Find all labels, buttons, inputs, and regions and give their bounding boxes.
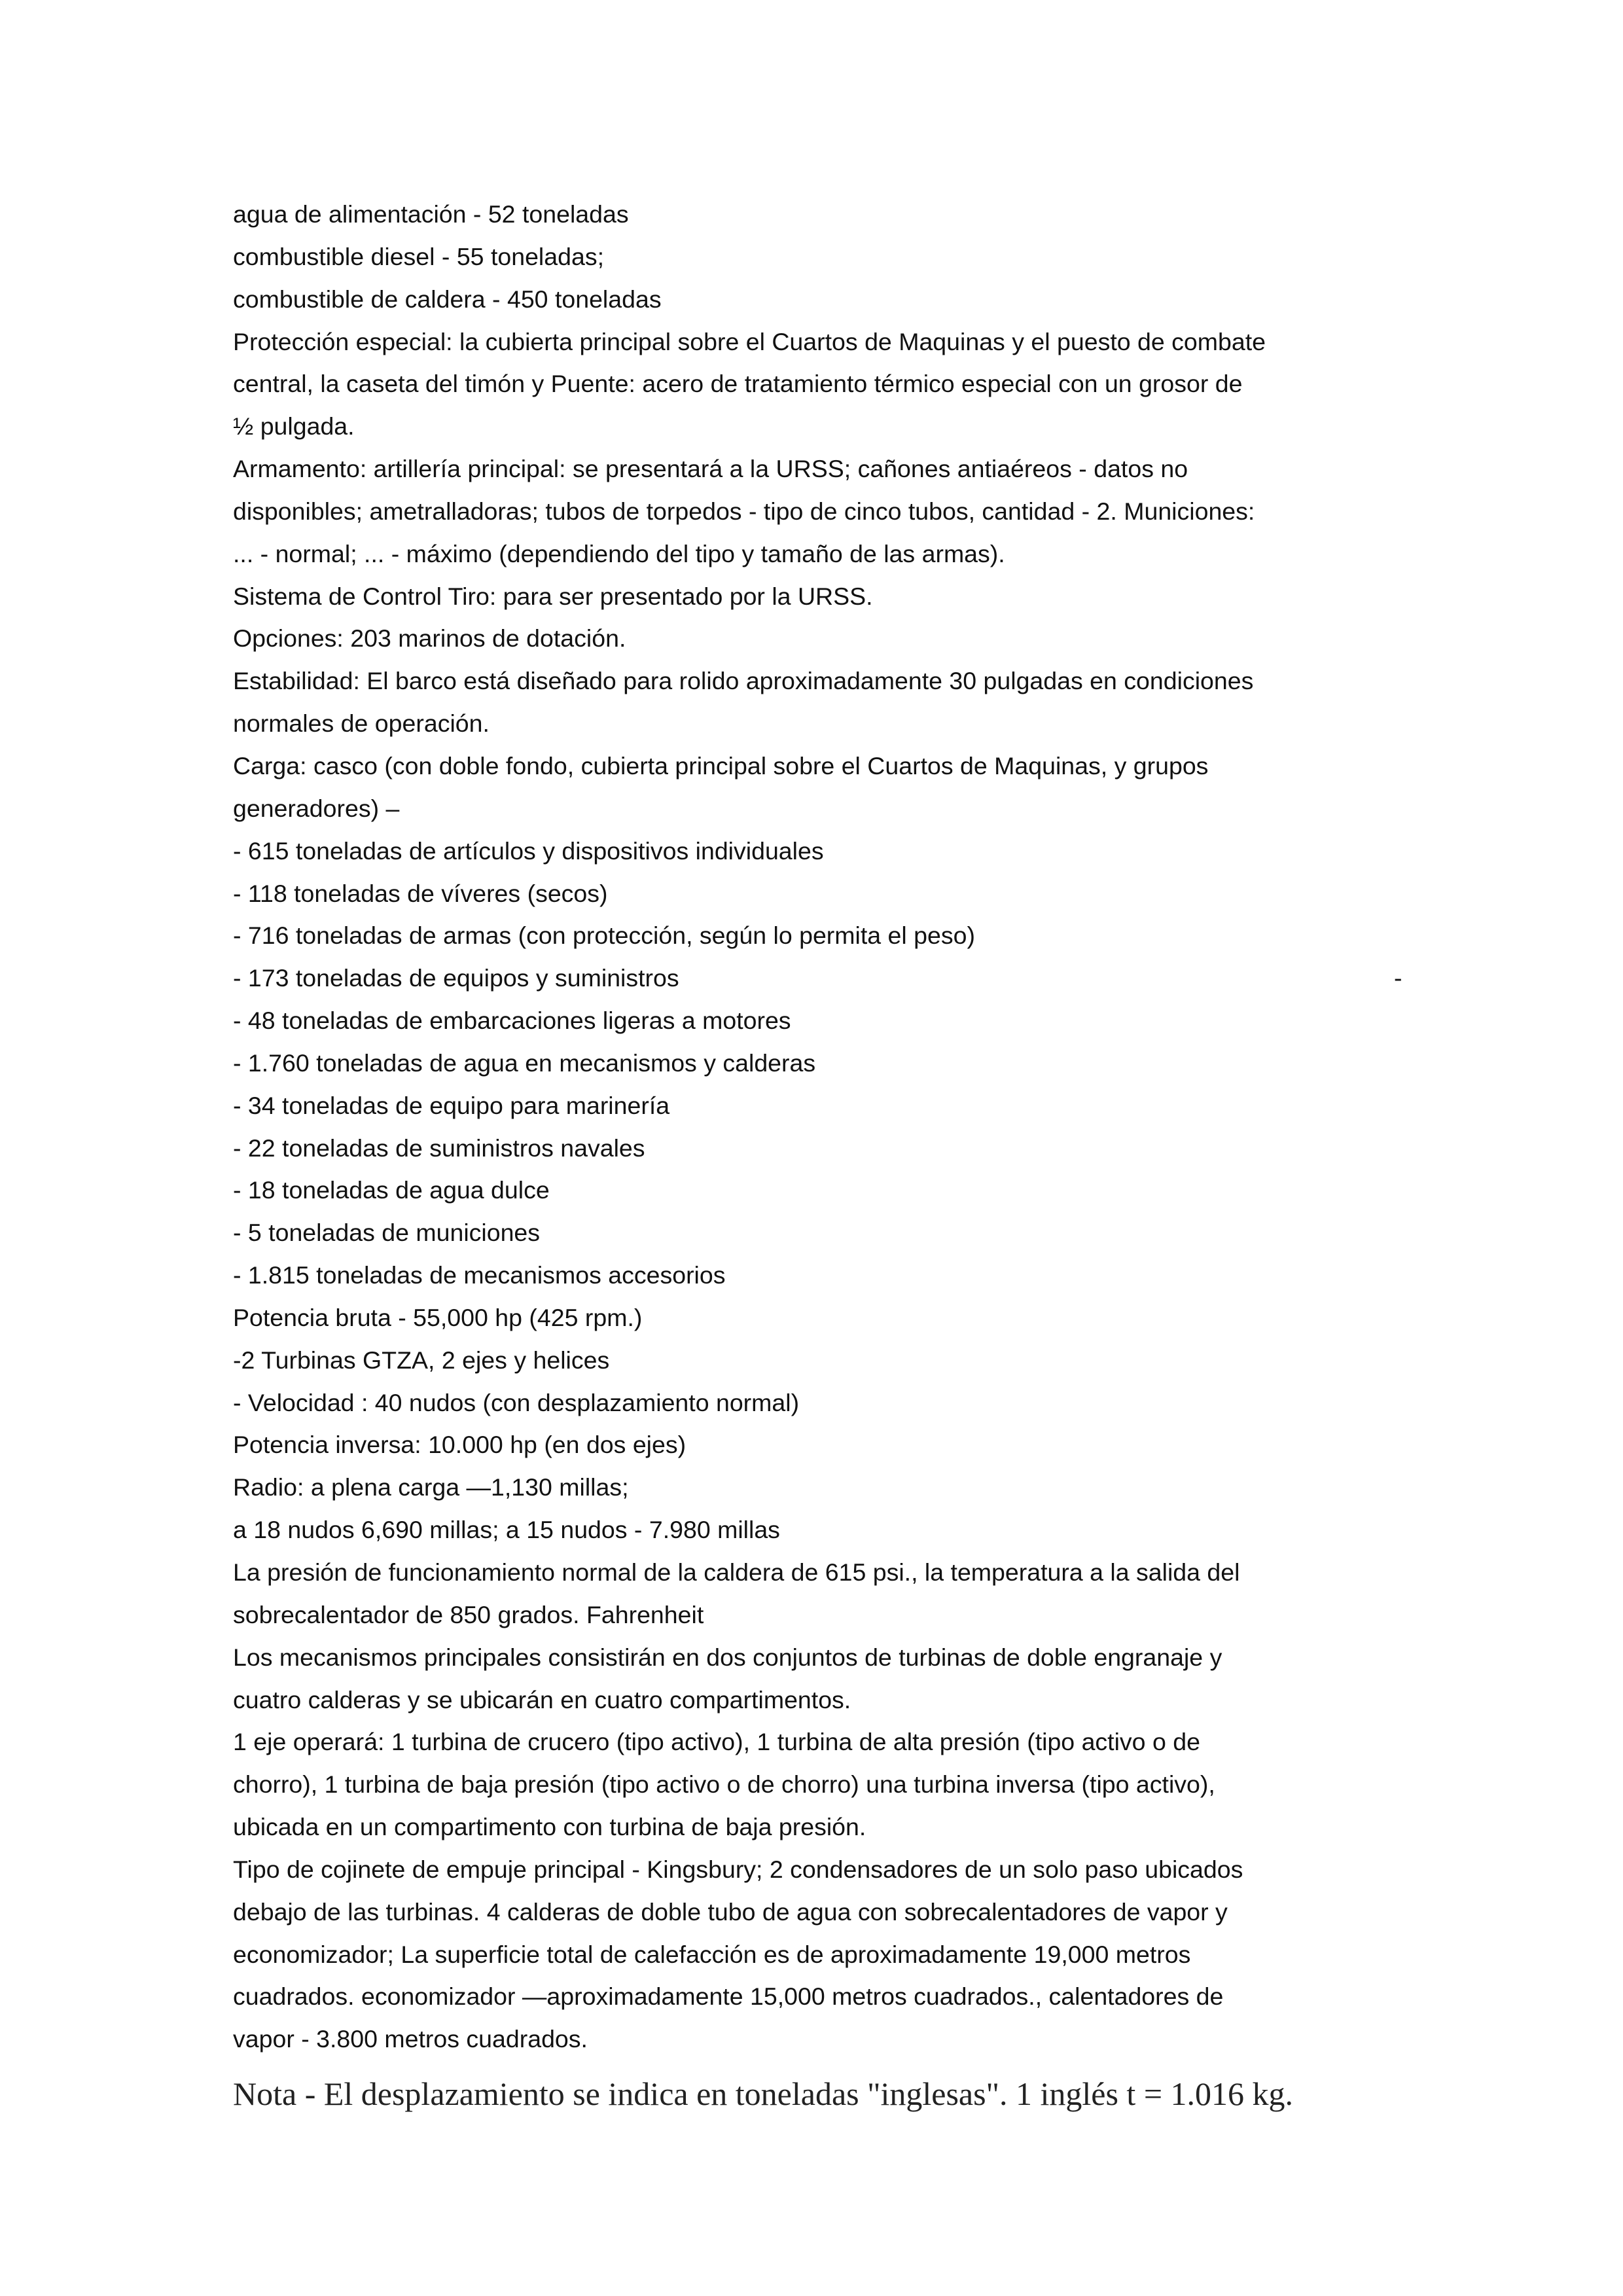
text-line [233,1466,1476,1509]
text-line-content: Tipo de cojinete de empuje principal - Kingsbury; 2 condensadores de un solo paso ubicados [233,1855,1243,1883]
text-line-content: La presión de funcionamiento normal de la caldera de 615 psi., la temperatura a la salida del [233,1558,1240,1586]
text-line [233,660,1476,702]
text-line [233,1636,1476,1679]
text-line-content: cuatro calderas y se ubicarán en cuatro compartimentos. [233,1685,851,1713]
text-line-content: combustible diesel - 55 toneladas; [233,242,605,270]
text-line [233,1763,1476,1806]
text-line [233,278,1476,321]
text-line [233,533,1476,575]
text-line [233,1382,1476,1424]
text-line-content: - 1.815 toneladas de mecanismos accesorios [233,1261,726,1289]
text-line-content: Potencia bruta - 55,000 hp (425 rpm.) [233,1303,643,1331]
text-line-content: Potencia inversa: 10.000 hp (en dos ejes) [233,1431,687,1459]
text-line-content: - 48 toneladas de embarcaciones ligeras a motores [233,1007,791,1035]
text-line [233,1594,1476,1636]
text-line-content: - 615 toneladas de artículos y dispositivos individuales [233,836,824,865]
text-line [233,914,1476,957]
text-line-content: - 34 toneladas de equipo para marinería [233,1091,670,1119]
text-line [233,1169,1476,1211]
text-line-content: combustible de caldera - 450 toneladas [233,285,662,313]
text-line [233,872,1476,915]
text-line-content: 1 eje operará: 1 turbina de crucero (tipo activo), 1 turbina de alta presión (tipo activo o de [233,1728,1200,1756]
text-line-content: disponibles; ametralladoras; tubos de torpedos - tipo de cinco tubos, cantidad - 2. Municiones: [233,497,1255,525]
text-line [233,1679,1476,1721]
text-line [233,617,1476,660]
text-line [233,830,1476,872]
text-line-content: -2 Turbinas GTZA, 2 ejes y helices [233,1346,610,1374]
text-line-content: - 173 toneladas de equipos y suministros [233,964,679,992]
text-line [233,1211,1476,1254]
text-line-content: ... - normal; ... - máximo (dependiendo del tipo y tamaño de las armas). [233,539,1005,567]
text-line [233,575,1476,618]
text-line [233,1891,1476,1933]
text-line [233,236,1476,278]
text-line-content: - 18 toneladas de agua dulce [233,1176,550,1204]
text-line [233,2018,1476,2060]
text-line [233,321,1476,363]
text-line [233,193,1476,236]
text-line [233,1551,1476,1594]
text-line-content: - 118 toneladas de víveres (secos) [233,879,608,907]
text-line [233,1339,1476,1382]
text-line [233,787,1476,830]
text-line [233,1933,1476,1976]
text-line [233,999,1476,1042]
text-line-content: central, la caseta del timón y Puente: acero de tratamiento térmico especial con un grosor de [233,370,1243,398]
text-line-content: Radio: a plena carga —1,130 millas; [233,1473,629,1501]
text-line [233,1127,1476,1170]
text-line [233,1975,1476,2018]
text-line [233,490,1476,533]
text-line-content: - 1.760 toneladas de agua en mecanismos y calderas [233,1049,816,1077]
trailing-dash: - [1394,964,1402,992]
text-line-content: agua de alimentación - 52 toneladas [233,200,629,228]
text-line-content: a 18 nudos 6,690 millas; a 15 nudos - 7.980 millas [233,1516,780,1544]
text-line [233,957,1476,999]
text-line-content: normales de operación. [233,709,490,738]
text-line-content: debajo de las turbinas. 4 calderas de doble tubo de agua con sobrecalentadores de vapor y [233,1897,1228,1926]
text-line-content: Sistema de Control Tiro: para ser presentado por la URSS. [233,582,873,610]
text-line [233,1297,1476,1339]
text-line [233,1509,1476,1551]
text-line-content: - Velocidad : 40 nudos (con desplazamiento normal) [233,1388,800,1416]
text-line-content: Opciones: 203 marinos de dotación. [233,624,626,653]
text-line [233,405,1476,448]
text-line-content: vapor - 3.800 metros cuadrados. [233,2025,588,2053]
text-line-content: economizador; La superficie total de calefacción es de aproximadamente 19,000 metros [233,1940,1191,1968]
text-line [233,702,1476,745]
text-line-content: Protección especial: la cubierta principal sobre el Cuartos de Maquinas y el puesto de combate [233,327,1266,355]
footnote: Nota - El desplazamiento se indica en toneladas "inglesas". 1 inglés t = 1.016 kg. [233,2075,1294,2112]
text-line-content: - 5 toneladas de municiones [233,1219,541,1247]
text-line [233,1254,1476,1297]
text-line-content: Estabilidad: El barco está diseñado para rolido aproximadamente 30 pulgadas en condiciones [233,667,1254,695]
text-line-content: - 22 toneladas de suministros navales [233,1134,645,1162]
text-line-content: cuadrados. economizador —aproximadamente 15,000 metros cuadrados., calentadores de [233,1982,1224,2011]
text-line-content: generadores) – [233,794,400,822]
text-line [233,1806,1476,1848]
text-line [233,1042,1476,1085]
text-line [233,363,1476,405]
text-line-content: - 716 toneladas de armas (con protección, según lo permita el peso) [233,922,975,950]
text-line-content: sobrecalentador de 850 grados. Fahrenheit [233,1600,704,1628]
text-line [233,448,1476,490]
text-line-content: ubicada en un compartimento con turbina de baja presión. [233,1813,866,1841]
text-line-content: Carga: casco (con doble fondo, cubierta principal sobre el Cuartos de Maquinas, y grupos [233,751,1209,780]
text-line [233,1721,1476,1763]
text-line-content: Armamento: artillería principal: se presentará a la URSS; cañones antiaéreos - datos no [233,455,1188,483]
text-line-content: ½ pulgada. [233,412,355,440]
text-line [233,1085,1476,1127]
text-line [233,745,1476,787]
text-line-content: Los mecanismos principales consistirán en dos conjuntos de turbinas de doble engranaje y [233,1643,1222,1671]
text-line [233,1424,1476,1466]
text-line-content: chorro), 1 turbina de baja presión (tipo activo o de chorro) una turbina inversa (tipo activo), [233,1770,1215,1799]
document-body [233,193,1476,2060]
text-line [233,1848,1476,1891]
